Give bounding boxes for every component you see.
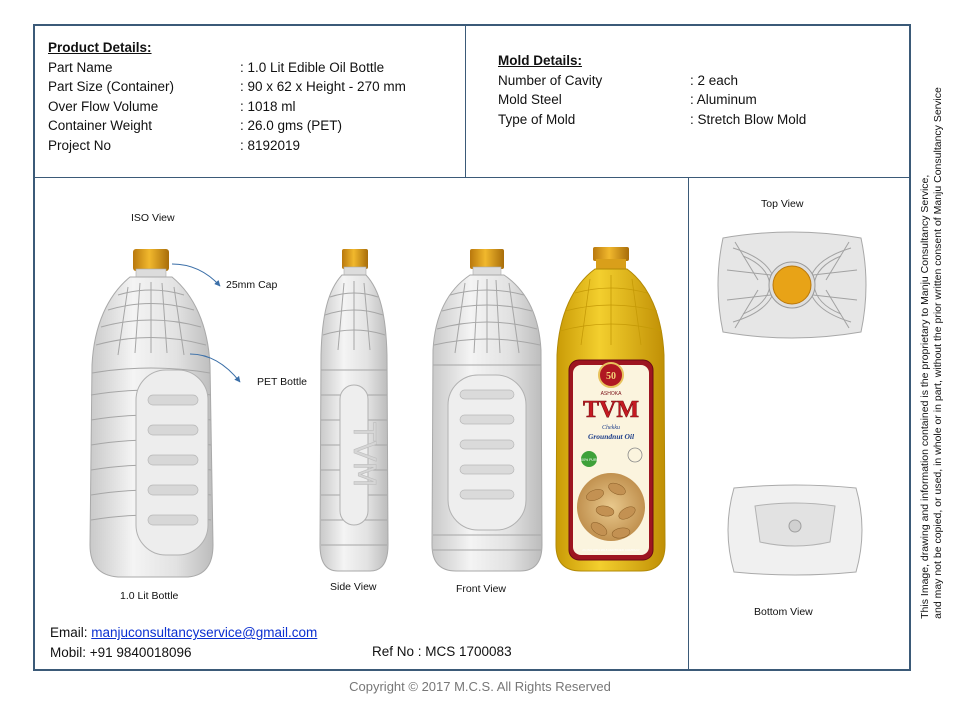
bottom-view-label: Bottom View (754, 606, 813, 618)
product-details-heading: Product Details: (48, 40, 152, 55)
header-divider (35, 177, 909, 178)
product-row: Project No : 8192019 (48, 137, 301, 153)
front-view-label: Front View (456, 583, 506, 595)
front-view-bottle (430, 245, 545, 575)
mobile-text: Mobil: +91 9840018096 (50, 644, 192, 660)
views-column-divider (688, 177, 689, 669)
side-view-bottle (318, 245, 390, 575)
callout-arrows (160, 250, 230, 390)
mold-details-heading: Mold Details: (498, 53, 583, 68)
cap-callout-label: 25mm Cap (226, 279, 278, 291)
product-row: Over Flow Volume : 1018 ml (48, 98, 296, 114)
bottle-caption: 1.0 Lit Bottle (120, 590, 179, 602)
filled-bottle-with-label (555, 245, 667, 575)
svg-text:AN ISO 9001:2015 CERTIFIED COM: AN ISO 9001:2015 CERTIFIED COMPANY (582, 548, 640, 552)
reference-number: Ref No : MCS 1700083 (372, 644, 512, 659)
email-link[interactable]: manjuconsultancyservice@gmail.com (91, 625, 318, 640)
top-view-image (713, 230, 871, 340)
svg-text:ASHOKA: ASHOKA (600, 391, 622, 397)
mold-row: Type of Mold : Stretch Blow Mold (498, 111, 807, 127)
mold-details (498, 51, 806, 129)
emboss-text: TVM (346, 422, 381, 488)
product-row: Container Weight : 26.0 gms (PET) (48, 118, 343, 133)
iso-view-label: ISO View (131, 212, 175, 224)
svg-text:100% PURE: 100% PURE (579, 458, 599, 462)
svg-text:Chekku: Chekku (602, 425, 620, 431)
anniversary-badge: 50 (606, 371, 616, 382)
header-column-divider (465, 26, 466, 177)
contact-block: Email: manjuconsultancyservice@gmail.com Mobil: +91 9840018096 (50, 623, 317, 662)
product-row: Part Size (Container) : 90 x 62 x Height - 270 mm (48, 79, 406, 94)
mold-row: Mold Steel : Aluminum (498, 92, 757, 107)
product-row: Part Name : 1.0 Lit Edible Oil Bottle (48, 59, 385, 75)
cap-top (773, 266, 811, 304)
bottom-view-image (720, 484, 870, 576)
copyright-notice: Copyright © 2017 M.C.S. All Rights Reserved (349, 679, 611, 694)
pet-callout-label: PET Bottle (257, 376, 307, 388)
top-view-label: Top View (761, 198, 804, 210)
product-name-text: Groundnut Oil (587, 432, 635, 441)
mold-row: Number of Cavity : 2 each (498, 72, 739, 88)
brand-logo-text: TVM (583, 397, 639, 423)
side-view-label: Side View (330, 581, 377, 593)
product-details (48, 38, 406, 155)
